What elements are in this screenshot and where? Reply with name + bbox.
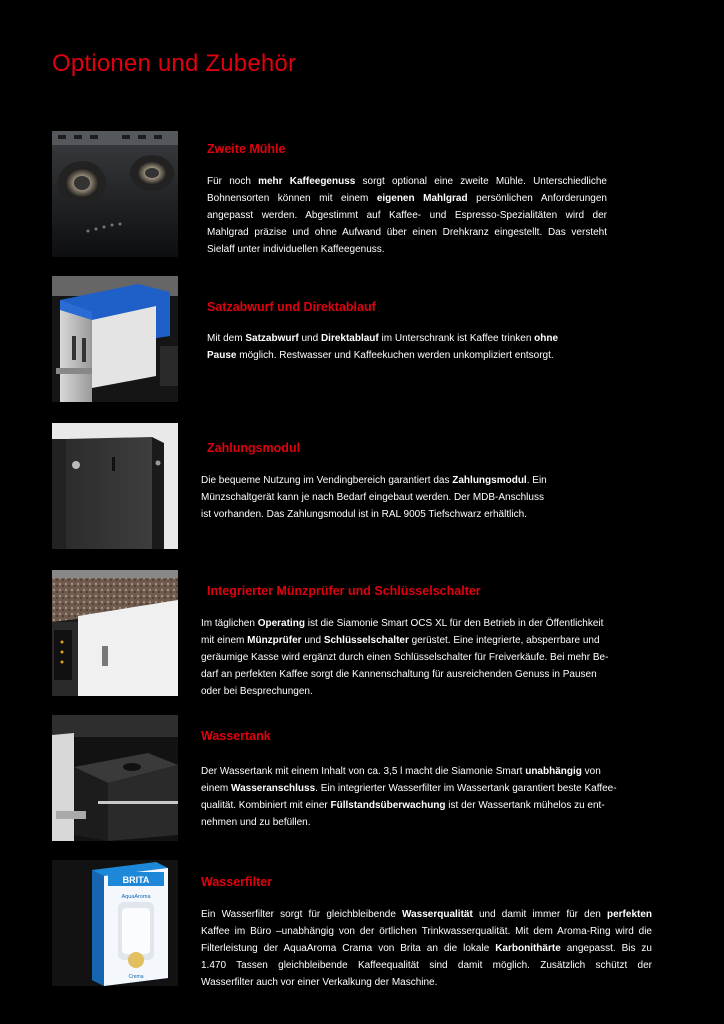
svg-text:BRITA: BRITA [122, 875, 150, 885]
text-run: Die bequeme Nutzung im Vendingbereich garantiert das [201, 475, 453, 486]
text-line [201, 763, 631, 780]
bold-run: Satzabwurf [245, 333, 299, 344]
section-text [201, 763, 631, 831]
text-run: darf an perfekten Kaffee sorgt die Kannenschaltung für ausreichenden Genuss in Pausen [201, 669, 597, 680]
text-run: qualität. Kombiniert mit einer [201, 800, 331, 811]
text-run: Für noch [207, 176, 259, 187]
text-run: ist die Siamonie Smart OCS XL für den Betrieb in der Öffentlichkeit [304, 618, 604, 629]
text-line [201, 649, 631, 666]
text-run: ist vorhanden. Das Zahlungsmodul ist in RAL 9005 Tiefschwarz erhältlich. [201, 509, 527, 520]
text-line [201, 797, 631, 814]
text-line [207, 173, 607, 190]
text-line [201, 780, 631, 797]
bold-run: Wasseranschluss [231, 783, 316, 794]
svg-text:Crema: Crema [128, 974, 144, 980]
text-run: Kaffee im Büro –unabhängig von der örtlichen Trinkwasserqualität. Mit dem Aroma-Ring wird die [201, 926, 652, 937]
text-run: oder bei Besprechungen. [201, 686, 313, 697]
text-run: möglich. Restwasser und Kaffeekuchen werden unkompliziert entsorgt. [236, 350, 554, 361]
coffee-grinder-image [52, 131, 178, 257]
water-tank-image [52, 715, 178, 841]
text-run: ist der Wassertank mühelos zu ent- [445, 800, 605, 811]
text-line [201, 615, 631, 632]
text-run: Wasserfilter auch vor einer Verkalkung der Maschine. [201, 977, 438, 988]
text-line [207, 330, 607, 347]
text-run: einem [201, 783, 232, 794]
text-line [201, 923, 652, 940]
text-run: nehmen und zu befüllen. [201, 817, 311, 828]
text-line [207, 224, 607, 241]
section-text [201, 906, 652, 991]
section-heading: Zweite Mühle [207, 142, 286, 156]
waste-drawer-image [52, 276, 178, 402]
bold-run: Wasserqualität [402, 909, 473, 920]
section-text [207, 173, 607, 258]
svg-text:AquaAroma: AquaAroma [121, 894, 151, 900]
text-run: Mahlgrad präzise und ohne Aufwand über einen Drehkranz eingestellt. Das versteht [207, 227, 607, 238]
text-line [201, 906, 652, 923]
text-run: Ein Wasserfilter sorgt für gleichbleibende [201, 909, 403, 920]
text-line [201, 666, 631, 683]
text-run: Sielaff unter individuellen Kaffeegenuss. [207, 244, 385, 255]
bold-run: Karbonithärte [495, 943, 561, 954]
water-filter-image [52, 860, 178, 986]
text-run: von [581, 766, 601, 777]
text-line [207, 241, 607, 258]
text-run: . Ein integrierter Wasserfilter im Wassertank garantiert beste Kaffee- [315, 783, 617, 794]
bold-run: ohne [534, 333, 559, 344]
bold-run: Münzprüfer [247, 635, 302, 646]
section-heading: Wasserfilter [201, 875, 273, 889]
bold-run: Füllstandsüberwachung [330, 800, 446, 811]
text-run: gerüstet. Eine integrierte, absperrbare und [408, 635, 600, 646]
text-run: Münzschaltgerät kann je nach Bedarf eingebaut werden. Der MDB-Anschluss [201, 492, 544, 503]
text-line [201, 814, 631, 831]
bold-run: Schlüsselschalter [323, 635, 409, 646]
text-line [201, 489, 621, 506]
section-heading: Wassertank [201, 729, 271, 743]
text-line [207, 190, 607, 207]
text-run: Der Wassertank mit einem Inhalt von ca. 3,5 l macht die Siamonie Smart [201, 766, 526, 777]
text-run: angepasst. Bis zu [560, 943, 652, 954]
text-line [201, 940, 652, 957]
section-text [207, 330, 607, 364]
text-run: Bohnensorten können mit einem [207, 193, 377, 204]
bold-run: unabhängig [525, 766, 582, 777]
page-title: Optionen und Zubehör [52, 50, 297, 77]
text-run: geräumige Kasse wird ergänzt durch einen Schlüsselschalter für Freiverkäufe. Bei mehr Be- [201, 652, 609, 663]
coin-validator-image [52, 570, 178, 696]
text-line [207, 347, 607, 364]
payment-module-image [52, 423, 178, 549]
text-run: und [298, 333, 321, 344]
text-run: Mit dem [207, 333, 246, 344]
text-run: Im täglichen [201, 618, 258, 629]
bold-run: Operating [257, 618, 305, 629]
text-line [201, 974, 652, 991]
text-run: und damit immer für den [472, 909, 607, 920]
text-run: sorgt optional eine zweite Mühle. Unterschiedliche [355, 176, 607, 187]
bold-run: perfekten [606, 909, 652, 920]
text-line [201, 472, 621, 489]
section-text [201, 472, 621, 523]
text-line [201, 506, 621, 523]
text-run: angepasst werden. Abgestimmt auf Kaffee- und Espresso-Spezialitäten wird der [207, 210, 607, 221]
bold-run: mehr Kaffeegenuss [258, 176, 356, 187]
text-line [201, 957, 652, 974]
section-heading: Integrierter Münzprüfer und Schlüsselschalter [207, 584, 481, 598]
text-run: persönlichen Anforderungen [467, 193, 607, 204]
bold-run: Zahlungsmodul [452, 475, 527, 486]
text-run: im Unterschrank ist Kaffee trinken [378, 333, 535, 344]
text-run: und [301, 635, 324, 646]
section-heading: Zahlungsmodul [207, 441, 301, 455]
bold-run: eigenen Mahlgrad [376, 193, 468, 204]
text-line [201, 683, 631, 700]
text-line [201, 632, 631, 649]
bold-run: Direktablauf [320, 333, 379, 344]
text-run: 1.470 Tassen gleichbleibende Kaffeequalität sind damit möglich. Zusätzlich schützt der [201, 960, 652, 971]
bold-run: Pause [207, 350, 237, 361]
section-heading: Satzabwurf und Direktablauf [207, 300, 376, 314]
text-run: mit einem [201, 635, 248, 646]
text-run: . Ein [526, 475, 547, 486]
text-run: Filterleistung der AquaAroma Crama von Brita an die lokale [201, 943, 496, 954]
section-text [201, 615, 631, 700]
text-line [207, 207, 607, 224]
